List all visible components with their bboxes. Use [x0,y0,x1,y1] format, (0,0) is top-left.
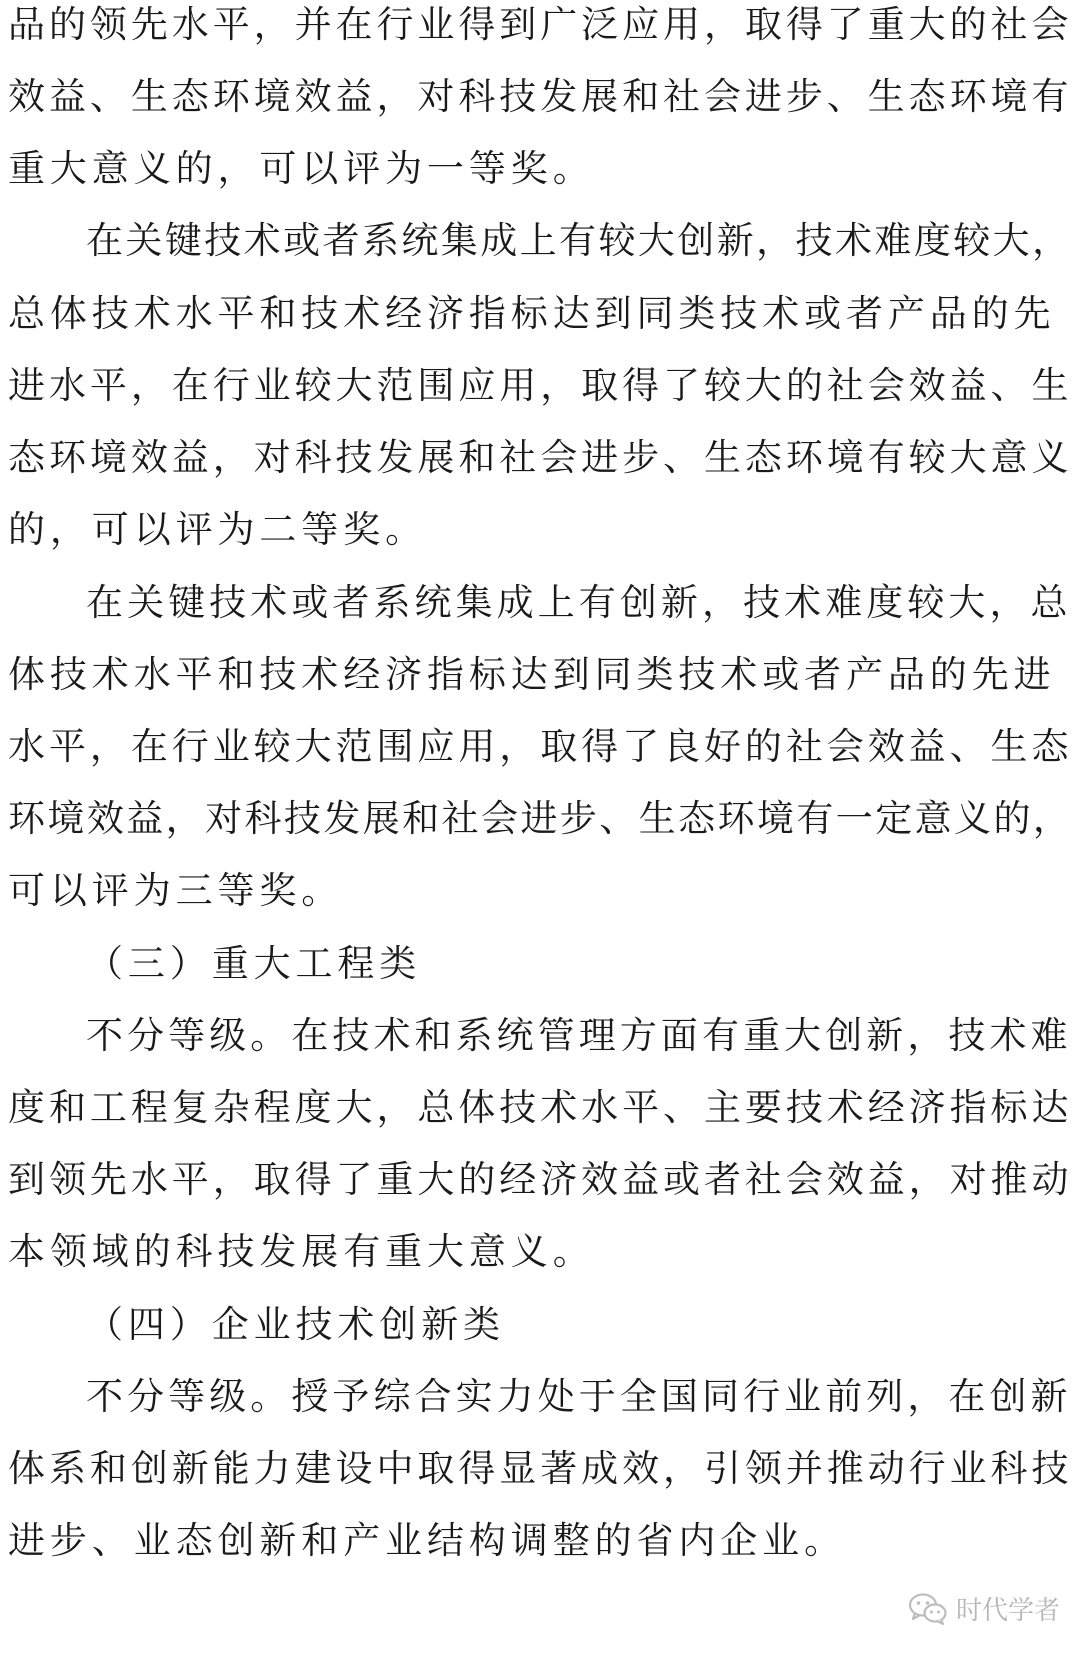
paragraph-line: 重大意义的，可以评为一等奖。 [8,147,595,190]
paragraph-line: 度和工程复杂程度大，总体技术水平、主要技术经济指标达 [8,1086,1073,1129]
paragraph-line: 不分等级。在技术和系统管理方面有重大创新，技术难 [86,1014,1072,1057]
paragraph-line: 在关键技术或者系统集成上有较大创新，技术难度较大， [86,219,1072,262]
paragraph-line: 体技术水平和技术经济指标达到同类技术或者产品的先进 [8,653,1056,696]
paragraph-line: 总体技术水平和技术经济指标达到同类技术或者产品的先 [8,292,1056,335]
paragraph-line: 到领先水平，取得了重大的经济效益或者社会效益，对推动 [8,1158,1073,1201]
paragraph-line: 进水平，在行业较大范围应用，取得了较大的社会效益、生 [8,364,1073,407]
paragraph-line: 不分等级。授予综合实力处于全国同行业前列，在创新 [86,1375,1072,1418]
paragraph-line: 水平，在行业较大范围应用，取得了良好的社会效益、生态 [8,725,1073,768]
paragraph-line: 本领域的科技发展有重大意义。 [8,1230,595,1273]
watermark-text: 时代学者 [955,1596,1060,1626]
paragraph-line: 品的领先水平，并在行业得到广泛应用，取得了重大的社会 [8,3,1073,46]
paragraph-line: 的，可以评为二等奖。 [8,508,427,551]
paragraph-line: 体系和创新能力建设中取得显著成效，引领并推动行业科技 [8,1447,1073,1490]
paragraph-line: 效益、生态环境效益，对科技发展和社会进步、生态环境有 [8,75,1073,118]
wechat-icon [908,1592,948,1626]
section-heading: （三）重大工程类 [86,942,422,985]
paragraph-line: 态环境效益，对科技发展和社会进步、生态环境有较大意义 [8,436,1073,479]
watermark [908,1590,1060,1627]
section-heading: （四）企业技术创新类 [86,1303,505,1346]
paragraph-line: 可以评为三等奖。 [8,869,344,912]
paragraph-line: 在关键技术或者系统集成上有创新，技术难度较大，总 [86,581,1072,624]
paragraph-line: 环境效益，对科技发展和社会进步、生态环境有一定意义的， [8,797,1073,840]
paragraph-line: 进步、业态创新和产业结构调整的省内企业。 [8,1519,846,1562]
